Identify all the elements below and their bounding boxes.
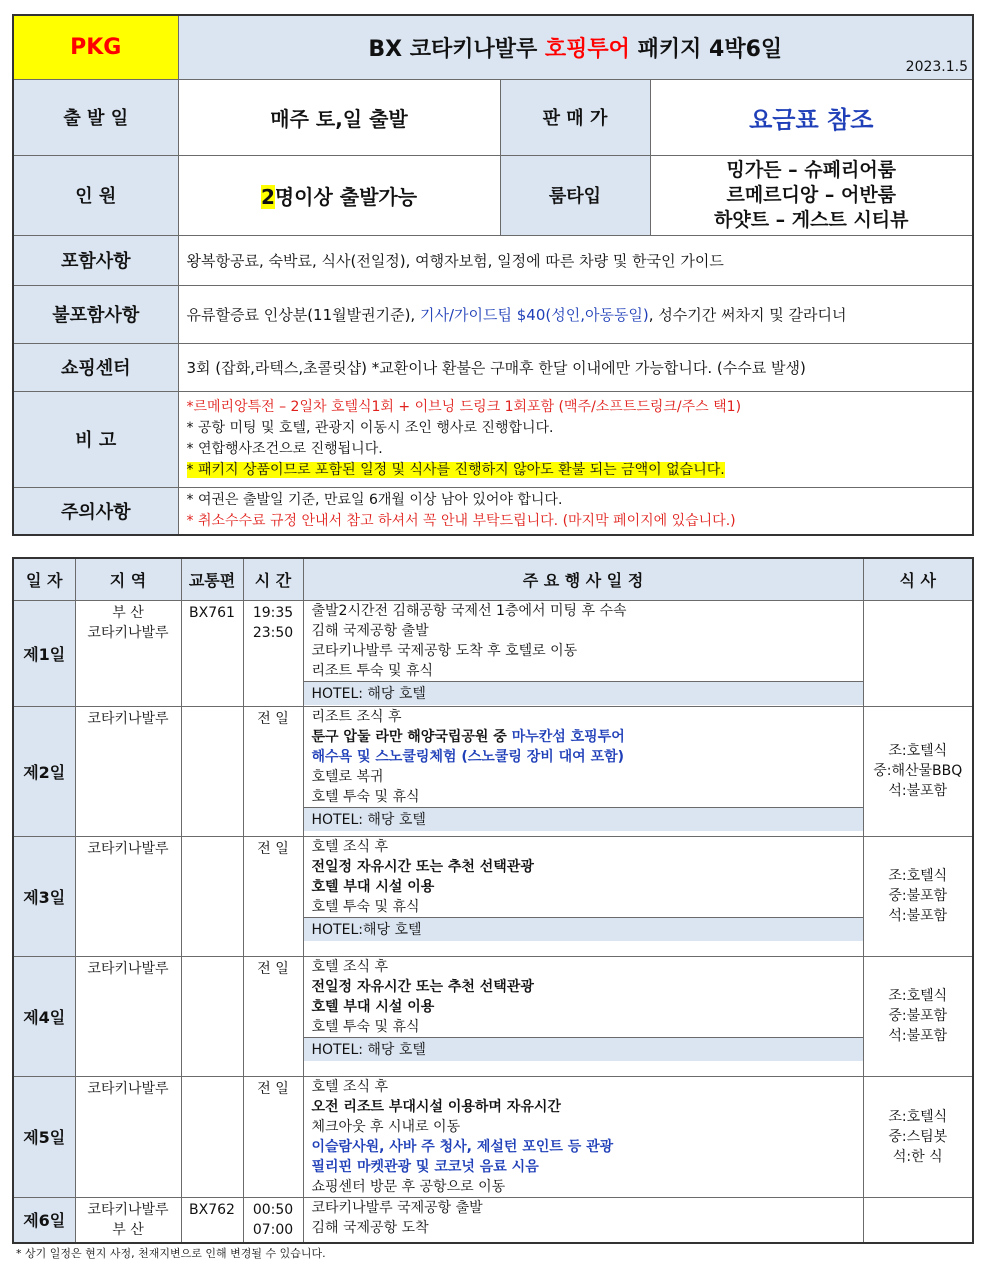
title-prefix: BX 코타키나발루 bbox=[368, 36, 545, 62]
schedule-text: 리조트 조식 후 bbox=[311, 708, 402, 725]
time-value: 19:35 bbox=[252, 604, 294, 621]
schedule-line bbox=[312, 661, 863, 681]
time-value: 07:00 bbox=[252, 1221, 294, 1238]
region-cell bbox=[75, 1197, 181, 1243]
region-cell bbox=[75, 1076, 181, 1197]
schedule-text: 쇼핑센터 방문 후 공항으로 이동 bbox=[311, 1178, 506, 1195]
transport-cell bbox=[181, 706, 243, 836]
title-suffix: 패키지 4박6일 bbox=[629, 36, 783, 62]
itinerary-body bbox=[13, 600, 973, 1243]
itinerary-table bbox=[12, 557, 974, 1244]
transport-cell bbox=[181, 956, 243, 1076]
time-cell bbox=[243, 836, 303, 956]
schedule-text: 출발2시간전 김해공항 국제선 1층에서 미팅 후 수속 bbox=[311, 602, 627, 619]
package-info-table bbox=[12, 14, 974, 536]
schedule-lines bbox=[304, 837, 863, 917]
region-name: 코타키나발루 bbox=[87, 840, 169, 857]
schedule-line bbox=[312, 767, 863, 787]
meal-item: 석:불포함 bbox=[888, 1028, 948, 1044]
schedule-cell bbox=[303, 956, 863, 1076]
meal-cell bbox=[863, 1197, 973, 1243]
schedule-text: 호텔 조식 후 bbox=[311, 1078, 389, 1095]
itinerary-row bbox=[13, 1076, 973, 1197]
shopping-label: 쇼핑센터 bbox=[13, 343, 178, 391]
schedule-line bbox=[312, 1198, 863, 1218]
region-name: 부 산 bbox=[112, 604, 144, 621]
meal-item: 조:호텔식 bbox=[888, 1108, 948, 1125]
schedule-lines bbox=[304, 601, 863, 681]
depart-value: 매주 토,일 출발 bbox=[178, 79, 500, 155]
hotel-line: HOTEL: 해당 호텔 bbox=[304, 807, 863, 831]
schedule-text: 이슬람사원, 사바 주 청사, 제설턴 포인트 등 관광 bbox=[311, 1138, 614, 1155]
schedule-line bbox=[312, 837, 863, 857]
schedule-text: 리조트 투숙 및 휴식 bbox=[311, 662, 434, 679]
exclude-tip: 기사/가이드팁 $40(성인,아동동일) bbox=[419, 305, 649, 324]
schedule-line bbox=[312, 1017, 863, 1037]
remark-line-1: *르메리앙특전 – 2일차 호텔식1회 + 이브닝 드링크 1회포함 (맥주/소프트드링크/주스 택1) bbox=[186, 399, 742, 415]
remark-value bbox=[178, 391, 973, 487]
schedule-text: 툰구 압둘 라만 해양국립공원 중 bbox=[311, 728, 512, 745]
time-cell bbox=[243, 600, 303, 706]
exclude-label: 불포함사항 bbox=[13, 285, 178, 343]
schedule-line bbox=[312, 1137, 863, 1157]
day-label: 제2일 bbox=[13, 706, 75, 836]
room-types bbox=[650, 155, 973, 235]
meal-item: 중:불포함 bbox=[888, 1008, 948, 1024]
schedule-line bbox=[312, 747, 863, 767]
schedule-text: 호텔 투숙 및 휴식 bbox=[311, 898, 420, 915]
meal-cell bbox=[863, 600, 973, 706]
schedule-lines bbox=[304, 1198, 863, 1238]
region-name: 코타키나발루 bbox=[87, 710, 169, 727]
time-cell bbox=[243, 1197, 303, 1243]
schedule-text: 오전 리조트 부대시설 이용하며 자유시간 bbox=[311, 1098, 561, 1115]
region-cell bbox=[75, 600, 181, 706]
meal-item: 중:불포함 bbox=[888, 888, 948, 904]
schedule-line bbox=[312, 957, 863, 977]
itinerary-row bbox=[13, 706, 973, 836]
time-value: 전 일 bbox=[257, 710, 289, 727]
title-highlight: 호핑투어 bbox=[544, 36, 630, 62]
meal-item: 조:호텔식 bbox=[888, 743, 948, 759]
schedule-line bbox=[312, 1157, 863, 1177]
include-value: 왕복항공료, 숙박료, 식사(전일정), 여행자보험, 일정에 따른 차량 및 한국인 가이드 bbox=[178, 235, 973, 285]
schedule-text: 코타키나발루 국제공항 출발 bbox=[311, 1199, 483, 1216]
time-value: 전 일 bbox=[257, 840, 289, 857]
hotel-line: HOTEL:해당 호텔 bbox=[304, 917, 863, 941]
schedule-lines bbox=[304, 957, 863, 1037]
schedule-text: 체크아웃 후 시내로 이동 bbox=[311, 1118, 461, 1135]
schedule-line bbox=[312, 601, 863, 621]
schedule-line bbox=[312, 707, 863, 727]
header-day: 일 자 bbox=[13, 558, 75, 600]
schedule-line bbox=[312, 641, 863, 661]
meal-cell bbox=[863, 956, 973, 1076]
schedule-text: 호텔 조식 후 bbox=[311, 838, 389, 855]
people-number: 2 bbox=[260, 184, 275, 209]
meal-cell bbox=[863, 836, 973, 956]
day-label: 제6일 bbox=[13, 1197, 75, 1243]
remark-label: 비 고 bbox=[13, 391, 178, 487]
time-value: 전 일 bbox=[257, 960, 289, 977]
pkg-badge: PKG bbox=[13, 15, 178, 79]
schedule-text: 전일정 자유시간 또는 추천 선택관광 bbox=[311, 858, 534, 875]
exclude-value bbox=[178, 285, 973, 343]
region-cell bbox=[75, 836, 181, 956]
time-value: 00:50 bbox=[252, 1201, 294, 1218]
meal-item: 조:호텔식 bbox=[888, 868, 948, 884]
day-label: 제1일 bbox=[13, 600, 75, 706]
schedule-line bbox=[312, 1177, 863, 1197]
price-label: 판 매 가 bbox=[500, 79, 650, 155]
meal-item: 석:불포함 bbox=[888, 908, 948, 924]
region-name: 코타키나발루 bbox=[87, 624, 169, 641]
itinerary-row bbox=[13, 1197, 973, 1243]
depart-label: 출 발 일 bbox=[13, 79, 178, 155]
document-date: 2023.1.5 bbox=[905, 58, 969, 75]
header-schedule: 주 요 행 사 일 정 bbox=[303, 558, 863, 600]
schedule-line bbox=[312, 877, 863, 897]
schedule-line bbox=[312, 977, 863, 997]
schedule-text: 호텔 조식 후 bbox=[311, 958, 389, 975]
people-text: 명이상 출발가능 bbox=[274, 184, 418, 209]
header-time: 시 간 bbox=[243, 558, 303, 600]
include-label: 포함사항 bbox=[13, 235, 178, 285]
shopping-value: 3회 (잡화,라텍스,초콜릿샵) *교환이나 환불은 구매후 한달 이내에만 가능합니다. (수수료 발생) bbox=[178, 343, 973, 391]
transport-cell bbox=[181, 1076, 243, 1197]
time-cell bbox=[243, 1076, 303, 1197]
meal-item: 석:한 식 bbox=[892, 1148, 943, 1165]
region-name: 코타키나발루 bbox=[87, 1201, 169, 1218]
people-label: 인 원 bbox=[13, 155, 178, 235]
schedule-line bbox=[312, 1077, 863, 1097]
exclude-part-3: , 성수기간 써차지 및 갈라디너 bbox=[648, 305, 847, 324]
meal-item: 조:호텔식 bbox=[888, 988, 948, 1004]
schedule-line bbox=[312, 621, 863, 641]
region-cell bbox=[75, 706, 181, 836]
page-title bbox=[178, 15, 973, 79]
schedule-lines bbox=[304, 1077, 863, 1197]
time-value: 전 일 bbox=[257, 1080, 289, 1097]
day-label: 제3일 bbox=[13, 836, 75, 956]
footer-note: * 상기 일정은 현지 사정, 천재지변으로 인해 변경될 수 있습니다. bbox=[16, 1247, 326, 1260]
schedule-cell bbox=[303, 1197, 863, 1243]
schedule-line bbox=[312, 1117, 863, 1137]
meal-item: 중:해산물BBQ bbox=[873, 763, 963, 779]
remark-line-2: * 공항 미팅 및 호텔, 관광지 이동시 조인 행사로 진행합니다. bbox=[186, 420, 554, 436]
region-name: 코타키나발루 bbox=[87, 960, 169, 977]
room-type-2: 르메르디앙 – 어반룸 bbox=[726, 183, 897, 206]
schedule-line bbox=[312, 897, 863, 917]
schedule-text: 호텔 투숙 및 휴식 bbox=[311, 1018, 420, 1035]
caution-value bbox=[178, 487, 973, 535]
schedule-line bbox=[312, 997, 863, 1017]
schedule-highlight: 마누칸섬 호핑투어 bbox=[511, 728, 625, 745]
schedule-text: 호텔 부대 시설 이용 bbox=[311, 878, 435, 895]
meal-item: 중:스팀봇 bbox=[888, 1128, 948, 1145]
schedule-cell bbox=[303, 836, 863, 956]
schedule-text: 전일정 자유시간 또는 추천 선택관광 bbox=[311, 978, 534, 995]
header-meal: 식 사 bbox=[863, 558, 973, 600]
schedule-text: 해수욕 및 스노쿨링체험 (스노쿨링 장비 대여 포함) bbox=[311, 748, 625, 765]
price-value: 요금표 참조 bbox=[650, 79, 973, 155]
header-region: 지 역 bbox=[75, 558, 181, 600]
meal-cell bbox=[863, 1076, 973, 1197]
region-name: 코타키나발루 bbox=[87, 1080, 169, 1097]
schedule-cell bbox=[303, 1076, 863, 1197]
region-cell bbox=[75, 956, 181, 1076]
schedule-text: 호텔 부대 시설 이용 bbox=[311, 998, 435, 1015]
exclude-part-1: 유류할증료 인상분(11월발권기준), bbox=[186, 305, 420, 324]
region-name: 부 산 bbox=[112, 1221, 144, 1238]
day-label: 제5일 bbox=[13, 1076, 75, 1197]
schedule-cell bbox=[303, 600, 863, 706]
itinerary-row bbox=[13, 956, 973, 1076]
time-cell bbox=[243, 706, 303, 836]
day-label: 제4일 bbox=[13, 956, 75, 1076]
schedule-text: 호텔 투숙 및 휴식 bbox=[311, 788, 420, 805]
schedule-cell bbox=[303, 706, 863, 836]
schedule-line bbox=[312, 857, 863, 877]
remark-line-3: * 연합행사조건으로 진행됩니다. bbox=[186, 441, 383, 457]
caution-line-1: * 여권은 출발일 기준, 만료일 6개월 이상 남아 있어야 합니다. bbox=[186, 491, 563, 508]
room-label: 룸타입 bbox=[500, 155, 650, 235]
remark-line-4: * 패키지 상품이므로 포함된 일정 및 식사를 진행하지 않아도 환불 되는 금액이 없습니다. bbox=[186, 462, 725, 478]
meal-cell bbox=[863, 706, 973, 836]
hotel-line: HOTEL: 해당 호텔 bbox=[304, 681, 863, 705]
schedule-text: 김해 국제공항 도착 bbox=[311, 1219, 429, 1236]
schedule-line bbox=[312, 727, 863, 747]
transport-cell bbox=[181, 836, 243, 956]
schedule-text: 호텔로 복귀 bbox=[311, 768, 384, 785]
schedule-line bbox=[312, 787, 863, 807]
itinerary-row bbox=[13, 836, 973, 956]
time-value: 23:50 bbox=[252, 624, 294, 641]
schedule-text: 필리핀 마켓관광 및 코코넛 음료 시음 bbox=[311, 1158, 539, 1175]
transport-cell: BX762 bbox=[181, 1197, 243, 1243]
room-type-1: 밍가든 – 슈페리어룸 bbox=[726, 158, 897, 181]
meal-item: 석:불포함 bbox=[888, 783, 948, 799]
schedule-text: 김해 국제공항 출발 bbox=[311, 622, 429, 639]
people-value bbox=[178, 155, 500, 235]
hotel-line: HOTEL: 해당 호텔 bbox=[304, 1037, 863, 1061]
caution-line-2: * 취소수수료 규정 안내서 참고 하셔서 꼭 안내 부탁드립니다. (마지막 페이지에 있습니다.) bbox=[186, 512, 736, 529]
schedule-text: 코타키나발루 국제공항 도착 후 호텔로 이동 bbox=[311, 642, 578, 659]
schedule-line bbox=[312, 1097, 863, 1117]
time-cell bbox=[243, 956, 303, 1076]
itinerary-row bbox=[13, 600, 973, 706]
room-type-3: 하얏트 – 게스트 시티뷰 bbox=[713, 208, 909, 231]
schedule-line bbox=[312, 1218, 863, 1238]
schedule-lines bbox=[304, 707, 863, 807]
header-transport: 교통편 bbox=[181, 558, 243, 600]
transport-cell: BX761 bbox=[181, 600, 243, 706]
caution-label: 주의사항 bbox=[13, 487, 178, 535]
